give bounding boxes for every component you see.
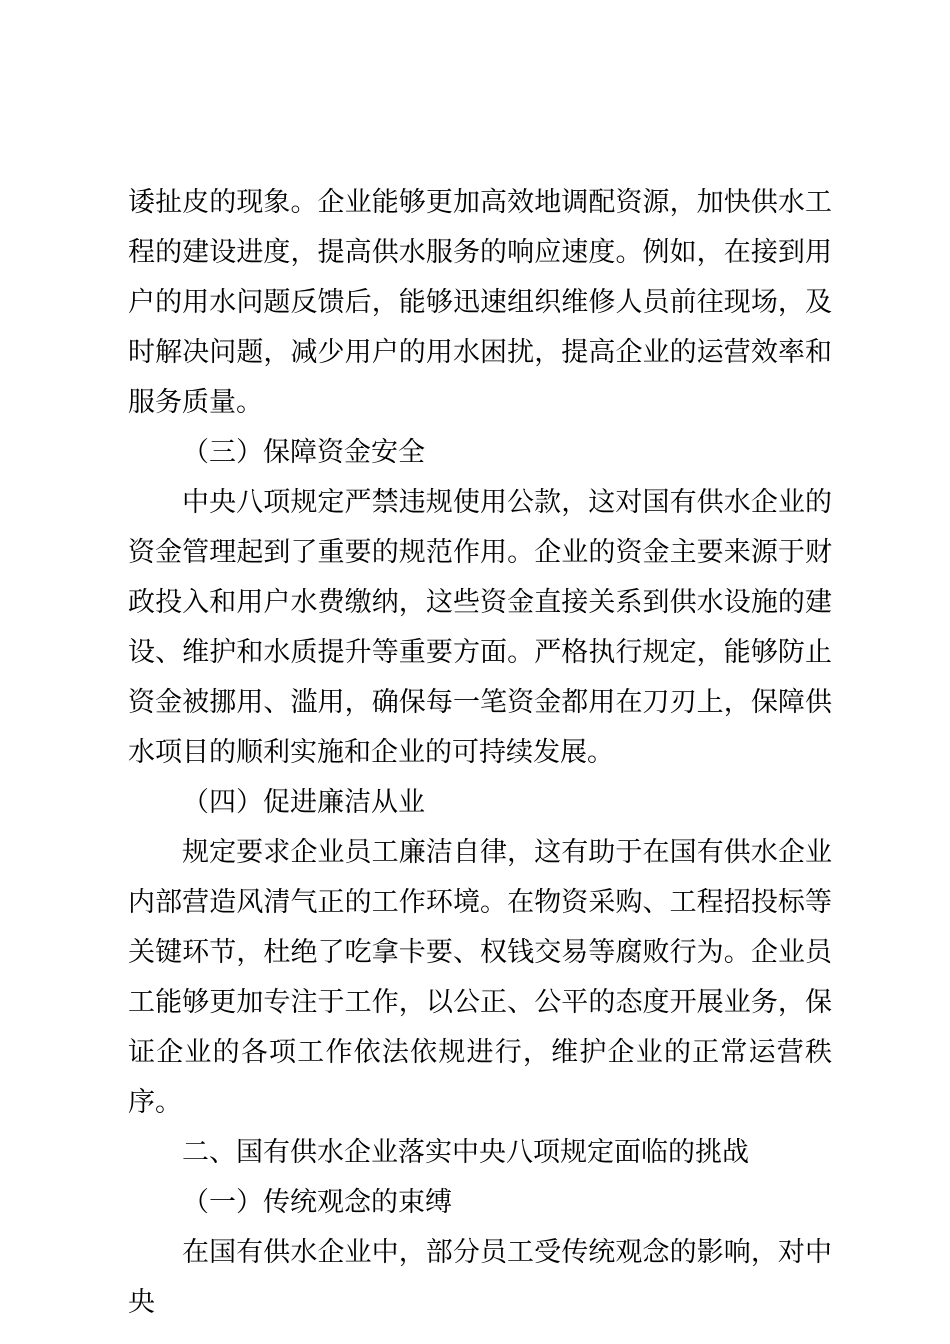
chapter-heading-2: 二、国有供水企业落实中央八项规定面临的挑战	[182, 1137, 749, 1168]
paragraph-integrity: 规定要求企业员工廉洁自律，这有助于在国有供水企业内部营造风清气正的工作环境。在物资采购、工程招投标等关键环节，杜绝了吃拿卡要、权钱交易等腐败行为。企业员工能够更加专注于工作，以公正、公平的态度开展业务，保证企业的各项工作依法依规进行，维护企业的正常运营秩序。	[128, 837, 832, 1118]
section-heading-4: （四）促进廉洁从业	[182, 787, 425, 818]
document-body	[128, 178, 832, 1328]
section-heading-3: （三）保障资金安全	[182, 437, 425, 468]
paragraph-continuation: 诿扯皮的现象。企业能够更加高效地调配资源，加快供水工程的建设进度，提高供水服务的响应速度。例如，在接到用户的用水问题反馈后，能够迅速组织维修人员前往现场，及时解决问题，减少用户的用水困扰，提高企业的运营效率和服务质量。	[128, 187, 832, 418]
paragraph-traditional-concepts: 在国有供水企业中，部分员工受传统观念的影响，对中央	[128, 1237, 832, 1318]
section-heading-1: （一）传统观念的束缚	[182, 1187, 452, 1218]
paragraph-fund-safety: 中央八项规定严禁违规使用公款，这对国有供水企业的资金管理起到了重要的规范作用。企业的资金主要来源于财政投入和用户水费缴纳，这些资金直接关系到供水设施的建设、维护和水质提升等重要方面。严格执行规定，能够防止资金被挪用、滥用，确保每一笔资金都用在刀刃上，保障供水项目的顺利实施和企业的可持续发展。	[128, 487, 832, 768]
